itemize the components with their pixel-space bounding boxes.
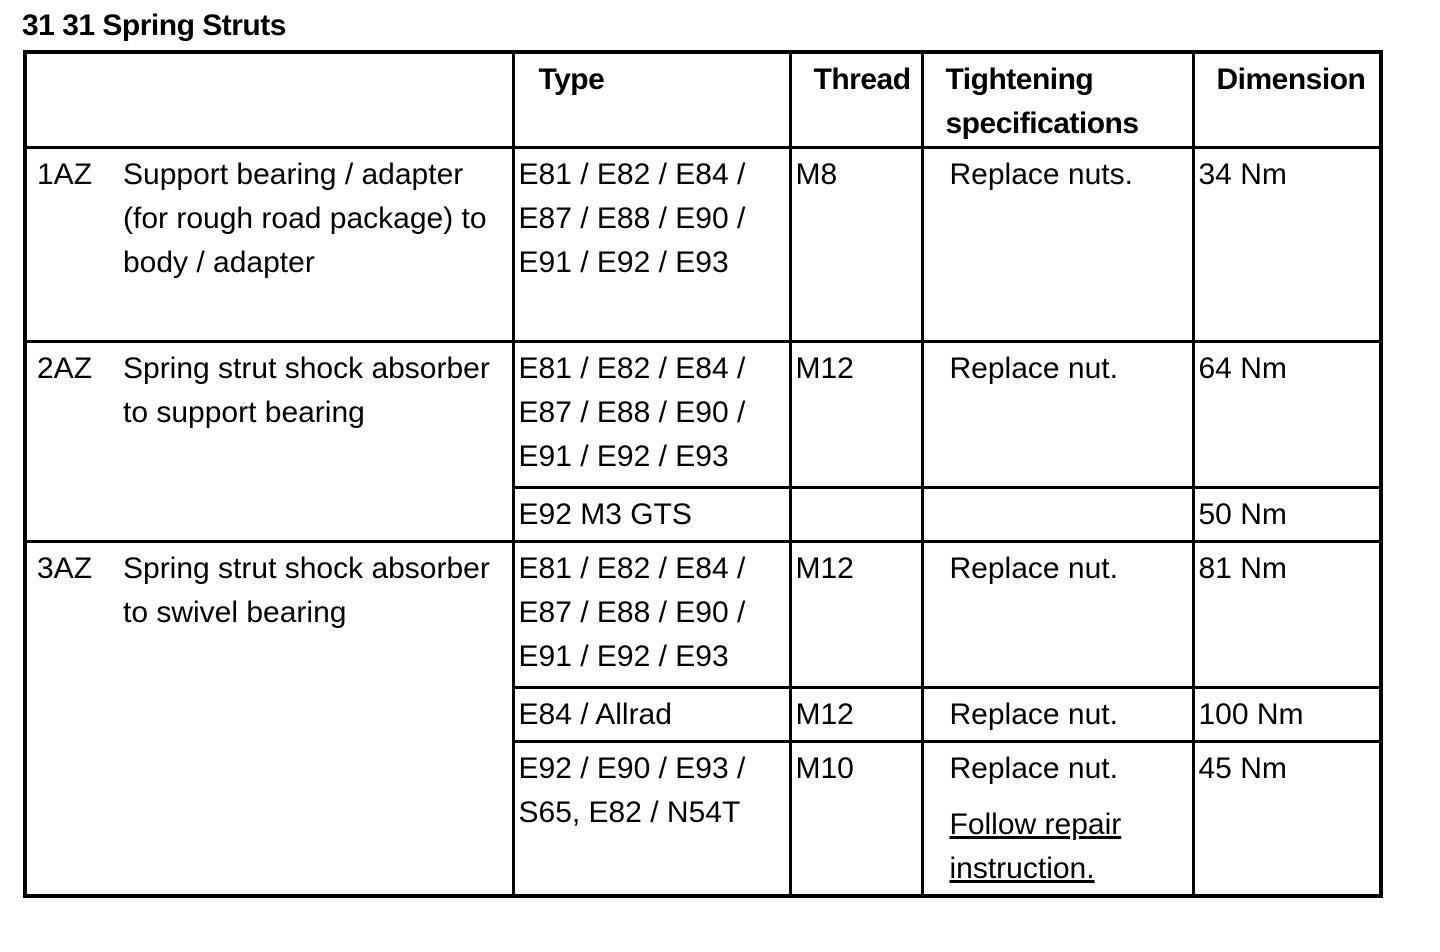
tightening-cell: Replace nuts.: [922, 148, 1193, 342]
item-code: 1AZ: [37, 158, 93, 191]
header-tightening: Tightening specifications: [922, 52, 1193, 148]
dimension-cell: 100 Nm: [1193, 688, 1381, 742]
thread-cell: M8: [790, 148, 922, 342]
dimension-cell: 34 Nm: [1193, 148, 1381, 342]
type-cell: E81 / E82 / E84 / E87 / E88 / E90 / E91 / E92 / E93: [513, 542, 790, 688]
item-cell: [25, 542, 513, 896]
table-header-row: [25, 52, 1381, 148]
type-cell: E81 / E82 / E84 / E87 / E88 / E90 / E91 / E92 / E93: [513, 148, 790, 342]
page-title: 31 31 Spring Struts: [22, 9, 286, 42]
tightening-cell: Replace nut.: [922, 688, 1193, 742]
thread-cell: M12: [790, 688, 922, 742]
header-thread: Thread: [790, 52, 922, 148]
header-item: [25, 52, 513, 148]
item-description: Spring strut shock absorber to support bearing: [123, 352, 490, 429]
type-cell: E92 M3 GTS: [513, 488, 790, 542]
item-code: 3AZ: [37, 552, 93, 585]
dimension-cell: 50 Nm: [1193, 488, 1381, 542]
table-row: [25, 342, 1381, 488]
tightening-cell: [922, 488, 1193, 542]
tightening-cell: Replace nut.: [922, 342, 1193, 488]
dimension-cell: 64 Nm: [1193, 342, 1381, 488]
dimension-cell: 45 Nm: [1193, 742, 1381, 896]
item-cell: [25, 148, 513, 342]
thread-cell: M10: [790, 742, 922, 896]
item-cell: [25, 342, 513, 542]
type-cell: E84 / Allrad: [513, 688, 790, 742]
item-code: 2AZ: [37, 352, 93, 385]
item-description: Spring strut shock absorber to swivel bearing: [123, 552, 490, 629]
table-row: [25, 542, 1381, 688]
thread-cell: M12: [790, 542, 922, 688]
header-type: Type: [513, 52, 790, 148]
repair-instruction-link[interactable]: Follow repair instruction.: [949, 808, 1122, 885]
thread-cell: [790, 488, 922, 542]
tightening-text: Replace nut.: [949, 752, 1118, 785]
spring-struts-table: [23, 50, 1383, 898]
tightening-cell: [922, 742, 1193, 896]
thread-cell: M12: [790, 342, 922, 488]
header-dimension: Dimension: [1193, 52, 1381, 148]
dimension-cell: 81 Nm: [1193, 542, 1381, 688]
tightening-cell: Replace nut.: [922, 542, 1193, 688]
item-description: Support bearing / adapter (for rough road package) to body / adapter: [123, 158, 487, 279]
type-cell: E92 / E90 / E93 / S65, E82 / N54T: [513, 742, 790, 896]
table-row: [25, 148, 1381, 342]
type-cell: E81 / E82 / E84 / E87 / E88 / E90 / E91 / E92 / E93: [513, 342, 790, 488]
